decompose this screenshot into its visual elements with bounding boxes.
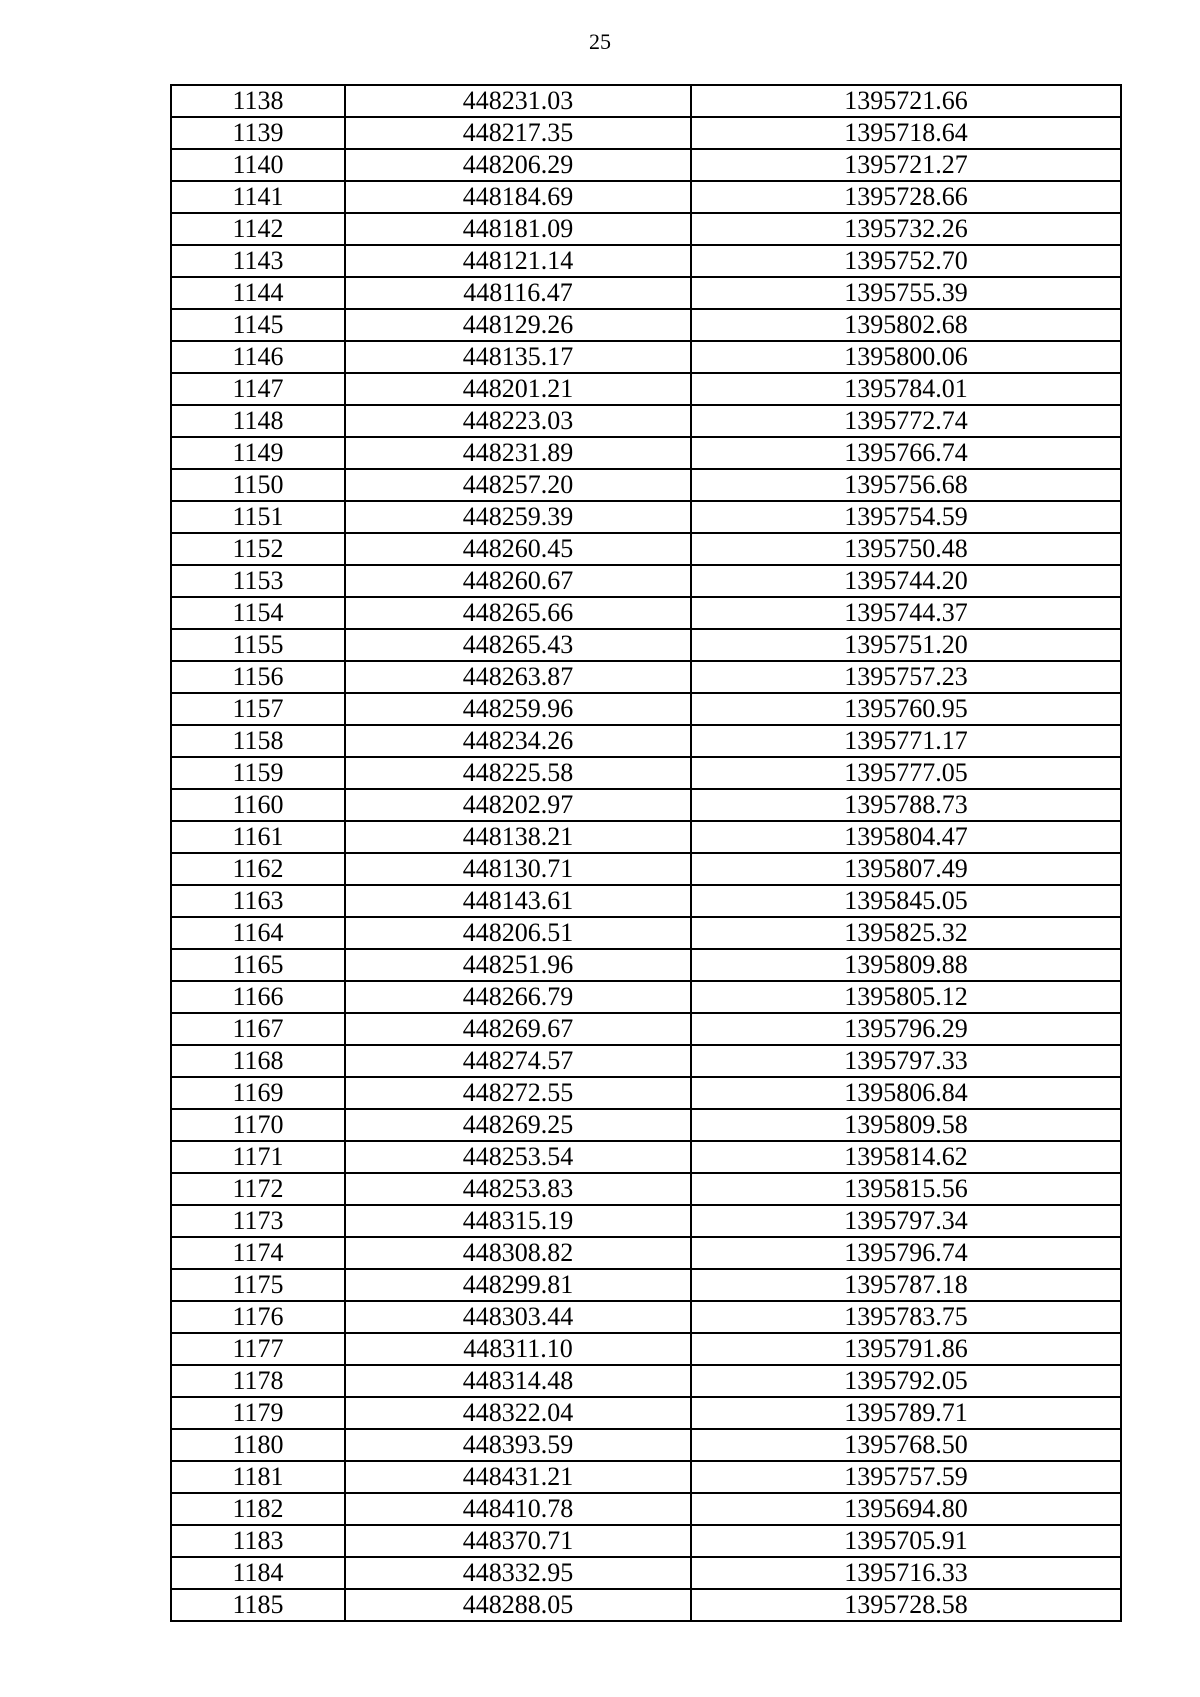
x-coordinate-cell: 448259.96 — [345, 693, 691, 725]
y-coordinate-cell: 1395754.59 — [691, 501, 1121, 533]
point-number-cell: 1148 — [171, 405, 345, 437]
x-coordinate-cell: 448265.43 — [345, 629, 691, 661]
point-number-cell: 1180 — [171, 1429, 345, 1461]
point-number-cell: 1153 — [171, 565, 345, 597]
table-row — [171, 1557, 1121, 1589]
point-number-cell: 1154 — [171, 597, 345, 629]
y-coordinate-cell: 1395744.37 — [691, 597, 1121, 629]
table-row — [171, 373, 1121, 405]
point-number-cell: 1138 — [171, 85, 345, 117]
y-coordinate-cell: 1395825.32 — [691, 917, 1121, 949]
x-coordinate-cell: 448231.89 — [345, 437, 691, 469]
point-number-cell: 1169 — [171, 1077, 345, 1109]
x-coordinate-cell: 448288.05 — [345, 1589, 691, 1621]
x-coordinate-cell: 448202.97 — [345, 789, 691, 821]
y-coordinate-cell: 1395750.48 — [691, 533, 1121, 565]
y-coordinate-cell: 1395805.12 — [691, 981, 1121, 1013]
x-coordinate-cell: 448274.57 — [345, 1045, 691, 1077]
table-row — [171, 917, 1121, 949]
y-coordinate-cell: 1395728.58 — [691, 1589, 1121, 1621]
x-coordinate-cell: 448314.48 — [345, 1365, 691, 1397]
table-row — [171, 1269, 1121, 1301]
table-row — [171, 85, 1121, 117]
y-coordinate-cell: 1395800.06 — [691, 341, 1121, 373]
x-coordinate-cell: 448266.79 — [345, 981, 691, 1013]
point-number-cell: 1176 — [171, 1301, 345, 1333]
table-row — [171, 245, 1121, 277]
y-coordinate-cell: 1395815.56 — [691, 1173, 1121, 1205]
point-number-cell: 1158 — [171, 725, 345, 757]
point-number-cell: 1172 — [171, 1173, 345, 1205]
point-number-cell: 1164 — [171, 917, 345, 949]
y-coordinate-cell: 1395694.80 — [691, 1493, 1121, 1525]
table-row — [171, 1109, 1121, 1141]
point-number-cell: 1161 — [171, 821, 345, 853]
y-coordinate-cell: 1395756.68 — [691, 469, 1121, 501]
table-row — [171, 1525, 1121, 1557]
point-number-cell: 1139 — [171, 117, 345, 149]
point-number-cell: 1163 — [171, 885, 345, 917]
x-coordinate-cell: 448138.21 — [345, 821, 691, 853]
table-row — [171, 1429, 1121, 1461]
y-coordinate-cell: 1395784.01 — [691, 373, 1121, 405]
x-coordinate-cell: 448251.96 — [345, 949, 691, 981]
table-row — [171, 629, 1121, 661]
y-coordinate-cell: 1395787.18 — [691, 1269, 1121, 1301]
point-number-cell: 1160 — [171, 789, 345, 821]
x-coordinate-cell: 448129.26 — [345, 309, 691, 341]
point-number-cell: 1178 — [171, 1365, 345, 1397]
x-coordinate-cell: 448272.55 — [345, 1077, 691, 1109]
y-coordinate-cell: 1395777.05 — [691, 757, 1121, 789]
x-coordinate-cell: 448181.09 — [345, 213, 691, 245]
x-coordinate-cell: 448206.51 — [345, 917, 691, 949]
x-coordinate-cell: 448299.81 — [345, 1269, 691, 1301]
x-coordinate-cell: 448269.67 — [345, 1013, 691, 1045]
y-coordinate-cell: 1395806.84 — [691, 1077, 1121, 1109]
y-coordinate-cell: 1395751.20 — [691, 629, 1121, 661]
y-coordinate-cell: 1395768.50 — [691, 1429, 1121, 1461]
x-coordinate-cell: 448225.58 — [345, 757, 691, 789]
point-number-cell: 1171 — [171, 1141, 345, 1173]
table-row — [171, 405, 1121, 437]
y-coordinate-cell: 1395796.74 — [691, 1237, 1121, 1269]
point-number-cell: 1166 — [171, 981, 345, 1013]
y-coordinate-cell: 1395771.17 — [691, 725, 1121, 757]
table-row — [171, 1141, 1121, 1173]
point-number-cell: 1157 — [171, 693, 345, 725]
x-coordinate-cell: 448253.54 — [345, 1141, 691, 1173]
y-coordinate-cell: 1395772.74 — [691, 405, 1121, 437]
table-row — [171, 661, 1121, 693]
x-coordinate-cell: 448121.14 — [345, 245, 691, 277]
y-coordinate-cell: 1395744.20 — [691, 565, 1121, 597]
y-coordinate-cell: 1395807.49 — [691, 853, 1121, 885]
table-row — [171, 1205, 1121, 1237]
y-coordinate-cell: 1395814.62 — [691, 1141, 1121, 1173]
x-coordinate-cell: 448260.67 — [345, 565, 691, 597]
x-coordinate-cell: 448322.04 — [345, 1397, 691, 1429]
y-coordinate-cell: 1395802.68 — [691, 309, 1121, 341]
y-coordinate-cell: 1395809.58 — [691, 1109, 1121, 1141]
table-row — [171, 1397, 1121, 1429]
point-number-cell: 1177 — [171, 1333, 345, 1365]
x-coordinate-cell: 448370.71 — [345, 1525, 691, 1557]
x-coordinate-cell: 448263.87 — [345, 661, 691, 693]
table-row — [171, 1301, 1121, 1333]
coordinates-table — [170, 84, 1122, 1622]
table-row — [171, 565, 1121, 597]
table-row — [171, 757, 1121, 789]
table-row — [171, 1333, 1121, 1365]
point-number-cell: 1175 — [171, 1269, 345, 1301]
x-coordinate-cell: 448206.29 — [345, 149, 691, 181]
point-number-cell: 1149 — [171, 437, 345, 469]
point-number-cell: 1182 — [171, 1493, 345, 1525]
y-coordinate-cell: 1395752.70 — [691, 245, 1121, 277]
table-row — [171, 821, 1121, 853]
y-coordinate-cell: 1395732.26 — [691, 213, 1121, 245]
y-coordinate-cell: 1395804.47 — [691, 821, 1121, 853]
point-number-cell: 1146 — [171, 341, 345, 373]
point-number-cell: 1142 — [171, 213, 345, 245]
table-row — [171, 725, 1121, 757]
x-coordinate-cell: 448332.95 — [345, 1557, 691, 1589]
x-coordinate-cell: 448135.17 — [345, 341, 691, 373]
point-number-cell: 1155 — [171, 629, 345, 661]
point-number-cell: 1170 — [171, 1109, 345, 1141]
page-number: 25 — [589, 29, 611, 54]
table-row — [171, 1365, 1121, 1397]
table-row — [171, 885, 1121, 917]
x-coordinate-cell: 448260.45 — [345, 533, 691, 565]
y-coordinate-cell: 1395716.33 — [691, 1557, 1121, 1589]
table-row — [171, 533, 1121, 565]
y-coordinate-cell: 1395789.71 — [691, 1397, 1121, 1429]
y-coordinate-cell: 1395755.39 — [691, 277, 1121, 309]
table-row — [171, 1013, 1121, 1045]
x-coordinate-cell: 448308.82 — [345, 1237, 691, 1269]
point-number-cell: 1162 — [171, 853, 345, 885]
y-coordinate-cell: 1395796.29 — [691, 1013, 1121, 1045]
y-coordinate-cell: 1395845.05 — [691, 885, 1121, 917]
table-row — [171, 1237, 1121, 1269]
table-body — [171, 85, 1121, 1621]
x-coordinate-cell: 448259.39 — [345, 501, 691, 533]
x-coordinate-cell: 448265.66 — [345, 597, 691, 629]
y-coordinate-cell: 1395757.23 — [691, 661, 1121, 693]
table-row — [171, 789, 1121, 821]
point-number-cell: 1168 — [171, 1045, 345, 1077]
x-coordinate-cell: 448143.61 — [345, 885, 691, 917]
point-number-cell: 1141 — [171, 181, 345, 213]
point-number-cell: 1140 — [171, 149, 345, 181]
point-number-cell: 1183 — [171, 1525, 345, 1557]
table-row — [171, 597, 1121, 629]
y-coordinate-cell: 1395718.64 — [691, 117, 1121, 149]
table-row — [171, 117, 1121, 149]
table-row — [171, 437, 1121, 469]
y-coordinate-cell: 1395792.05 — [691, 1365, 1121, 1397]
table-row — [171, 1461, 1121, 1493]
y-coordinate-cell: 1395760.95 — [691, 693, 1121, 725]
point-number-cell: 1173 — [171, 1205, 345, 1237]
table-row — [171, 853, 1121, 885]
point-number-cell: 1147 — [171, 373, 345, 405]
y-coordinate-cell: 1395721.27 — [691, 149, 1121, 181]
point-number-cell: 1156 — [171, 661, 345, 693]
table-row — [171, 309, 1121, 341]
table-row — [171, 469, 1121, 501]
point-number-cell: 1167 — [171, 1013, 345, 1045]
y-coordinate-cell: 1395783.75 — [691, 1301, 1121, 1333]
y-coordinate-cell: 1395797.33 — [691, 1045, 1121, 1077]
table-row — [171, 213, 1121, 245]
x-coordinate-cell: 448257.20 — [345, 469, 691, 501]
y-coordinate-cell: 1395757.59 — [691, 1461, 1121, 1493]
point-number-cell: 1159 — [171, 757, 345, 789]
table-row — [171, 501, 1121, 533]
x-coordinate-cell: 448311.10 — [345, 1333, 691, 1365]
x-coordinate-cell: 448184.69 — [345, 181, 691, 213]
y-coordinate-cell: 1395721.66 — [691, 85, 1121, 117]
point-number-cell: 1145 — [171, 309, 345, 341]
point-number-cell: 1150 — [171, 469, 345, 501]
table-row — [171, 277, 1121, 309]
x-coordinate-cell: 448130.71 — [345, 853, 691, 885]
x-coordinate-cell: 448393.59 — [345, 1429, 691, 1461]
point-number-cell: 1181 — [171, 1461, 345, 1493]
y-coordinate-cell: 1395797.34 — [691, 1205, 1121, 1237]
table-row — [171, 1589, 1121, 1621]
x-coordinate-cell: 448303.44 — [345, 1301, 691, 1333]
x-coordinate-cell: 448116.47 — [345, 277, 691, 309]
point-number-cell: 1185 — [171, 1589, 345, 1621]
table-row — [171, 1045, 1121, 1077]
point-number-cell: 1143 — [171, 245, 345, 277]
table-row — [171, 341, 1121, 373]
point-number-cell: 1144 — [171, 277, 345, 309]
x-coordinate-cell: 448410.78 — [345, 1493, 691, 1525]
point-number-cell: 1179 — [171, 1397, 345, 1429]
y-coordinate-cell: 1395705.91 — [691, 1525, 1121, 1557]
y-coordinate-cell: 1395791.86 — [691, 1333, 1121, 1365]
y-coordinate-cell: 1395728.66 — [691, 181, 1121, 213]
y-coordinate-cell: 1395809.88 — [691, 949, 1121, 981]
x-coordinate-cell: 448201.21 — [345, 373, 691, 405]
x-coordinate-cell: 448231.03 — [345, 85, 691, 117]
x-coordinate-cell: 448315.19 — [345, 1205, 691, 1237]
x-coordinate-cell: 448234.26 — [345, 725, 691, 757]
point-number-cell: 1165 — [171, 949, 345, 981]
table-row — [171, 1077, 1121, 1109]
table-row — [171, 1493, 1121, 1525]
x-coordinate-cell: 448223.03 — [345, 405, 691, 437]
x-coordinate-cell: 448269.25 — [345, 1109, 691, 1141]
table-row — [171, 149, 1121, 181]
table-row — [171, 181, 1121, 213]
x-coordinate-cell: 448253.83 — [345, 1173, 691, 1205]
point-number-cell: 1151 — [171, 501, 345, 533]
point-number-cell: 1152 — [171, 533, 345, 565]
table-row — [171, 693, 1121, 725]
y-coordinate-cell: 1395766.74 — [691, 437, 1121, 469]
table-row — [171, 981, 1121, 1013]
x-coordinate-cell: 448431.21 — [345, 1461, 691, 1493]
point-number-cell: 1174 — [171, 1237, 345, 1269]
x-coordinate-cell: 448217.35 — [345, 117, 691, 149]
table-row — [171, 949, 1121, 981]
y-coordinate-cell: 1395788.73 — [691, 789, 1121, 821]
point-number-cell: 1184 — [171, 1557, 345, 1589]
table-row — [171, 1173, 1121, 1205]
